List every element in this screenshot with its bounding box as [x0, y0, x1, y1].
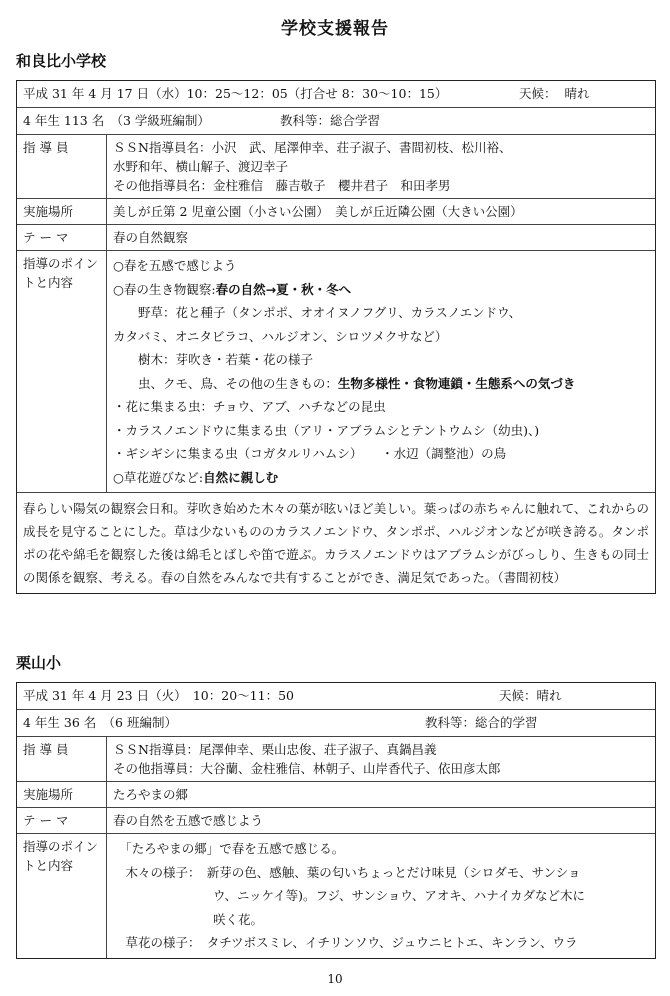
- theme-label: テ ー マ: [17, 225, 107, 250]
- date-row: [17, 683, 655, 710]
- point-line: ・ギシギシに集まる虫（コガタルリハムシ） ・水辺（調整池）の鳥: [113, 446, 507, 461]
- point-line: 「たろやまの郷」で春を五感で感じる。: [113, 841, 345, 856]
- point-line: ・花に集まる虫：チョウ、アブ、ハチなどの昆虫: [113, 399, 386, 414]
- subject: 教科等：総合的学習: [425, 715, 538, 730]
- instructors-content: [107, 737, 655, 781]
- date-line: 平成 31 年 4 月 23 日（火） 10：20〜11：50: [23, 688, 294, 703]
- page-title: 学校支援報告: [281, 19, 389, 39]
- point-line: 木々の様子： 新芽の色、感触、葉の匂いちょっとだけ味見（シロダモ、サンショ: [113, 864, 581, 880]
- report-table: [16, 682, 656, 959]
- points-row: [17, 251, 655, 493]
- place-label: 実施場所: [17, 782, 107, 807]
- place: 美しが丘第 2 児童公園（小さい公園） 美しが丘近隣公園（大きい公園）: [113, 204, 523, 219]
- points-content: [107, 834, 655, 958]
- grade-row: [17, 710, 655, 737]
- point-line: 虫、クモ、鳥、その他の生きもの：生物多様性・食物連鎖・生態系への気づき: [113, 375, 576, 391]
- school-heading: 和良比小学校: [16, 52, 107, 70]
- place-row: [17, 782, 655, 808]
- theme-row: [17, 808, 655, 834]
- instructors-line: ＳＳN指導員：尾澤伸幸、栗山忠俊、荘子淑子、真鍋昌義: [113, 742, 437, 757]
- school-heading: 栗山小: [16, 654, 62, 672]
- grade: 4 年生 36 名 （6 班編制）: [23, 715, 177, 730]
- instructors-label: 指 導 員: [17, 737, 107, 781]
- points-row: [17, 834, 655, 958]
- instructors-label: 指 導 員: [17, 135, 107, 198]
- subject: 教科等：総合学習: [280, 113, 381, 128]
- instructors-row: [17, 737, 655, 782]
- instructors-line: ＳＳN指導員名：小沢 武、尾澤伸幸、荘子淑子、書間初枝、松川裕、: [113, 140, 512, 155]
- grade: 4 年生 113 名 （3 学級班編制）: [23, 113, 210, 128]
- weather: 天候：晴れ: [499, 688, 562, 703]
- weather: 天候： 晴れ: [519, 86, 590, 101]
- point-line: ○草花遊びなど:自然に親しむ: [113, 469, 279, 485]
- points-content: [107, 251, 655, 492]
- point-line: ○春の生き物観察:春の自然→夏・秋・冬へ: [113, 281, 352, 297]
- instructors-line: その他指導員名：金柱雅信 藤吉敬子 櫻井君子 和田孝男: [113, 178, 451, 193]
- place-label: 実施場所: [17, 199, 107, 224]
- point-line: カタバミ、オニタビラコ、ハルジオン、シロツメクサなど）: [113, 328, 448, 344]
- instructors-line: 水野和年、横山解子、渡辺幸子: [113, 159, 289, 174]
- theme-row: [17, 225, 655, 251]
- notes-row: [17, 493, 655, 593]
- report-table: [16, 80, 656, 594]
- instructors-row: [17, 135, 655, 199]
- place-row: [17, 199, 655, 225]
- point-line: 野草：花と種子（タンポポ、オオイヌノフグリ、カラスノエンドウ、: [113, 305, 522, 320]
- instructors-content: [107, 135, 655, 198]
- theme: 春の自然観察: [113, 230, 189, 245]
- point-line: ウ、ニッケイ等)。フジ、サンショウ、アオキ、ハナイカダなど木に: [113, 888, 585, 903]
- point-line: 咲く花。: [113, 911, 264, 927]
- theme-label: テ ー マ: [17, 808, 107, 833]
- page-number: 10: [327, 972, 343, 986]
- report-notes: 春らしい陽気の観察会日和。芽吹き始めた木々の葉が眩いほど美しい。葉っぱの赤ちゃんに触れて、これからの成長を見守ることにした。草は少ないもののカラスノエンドウ、タンポポ、ハルジオンなどが咲き誇る。タンポポの花や綿毛を観察した後は綿毛とばしや笛で遊ぶ。カラスノエンドウはアブラムシがびっしり、生きもの同士の関係を観察、考える。春の自然をみんなで共有することができ、満足気であった。（書間初枝）: [23, 501, 649, 585]
- instructors-line: その他指導員：大谷蘭、金柱雅信、林朝子、山岸香代子、依田彦太郎: [113, 761, 501, 776]
- points-label: 指導のポイントと内容: [17, 834, 107, 958]
- point-line: ○春を五感で感じよう: [113, 258, 237, 273]
- place: たろやまの郷: [113, 787, 189, 802]
- date-row: [17, 81, 655, 108]
- theme: 春の自然を五感で感じよう: [113, 813, 264, 828]
- point-line: 樹木：芽吹き・若葉・花の様子: [113, 352, 314, 367]
- grade-row: [17, 108, 655, 135]
- point-line: 草花の様子： タチツボスミレ、イチリンソウ、ジュウニヒトエ、キンラン、ウラ: [113, 935, 578, 950]
- date-line: 平成 31 年 4 月 17 日（水）10：25〜12：05（打合せ 8：30〜10：15）: [23, 86, 448, 101]
- points-label: 指導のポイントと内容: [17, 251, 107, 492]
- point-line: ・カラスノエンドウに集まる虫（アリ・アブラムシとテントウムシ（幼虫)、): [113, 422, 540, 438]
